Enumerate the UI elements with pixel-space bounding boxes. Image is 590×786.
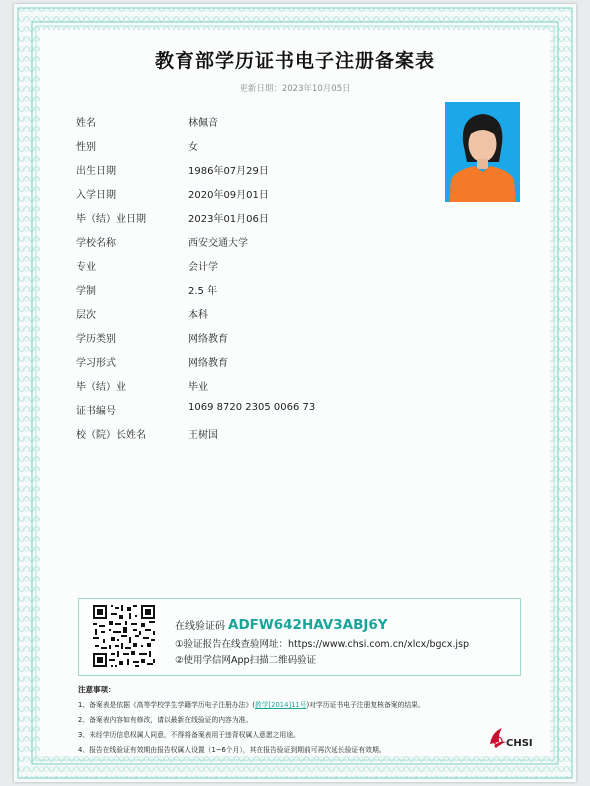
note-4: 4、报告在线验证有效期由报告权属人设置（1~6个月），其在报告验证到期前可再次延长验证有效期。: [78, 746, 386, 754]
update-date: 更新日期：2023年10月05日: [239, 84, 351, 94]
verification-code-label: 在线验证码: [175, 621, 225, 632]
note-2: 2、备案表内容如有修改，请以最新在线验证的内容为准。: [78, 716, 253, 724]
field-value: 本科: [188, 310, 208, 321]
verification-code[interactable]: ADFW642HAV3ABJ6Y: [228, 617, 388, 633]
field-value: 女: [188, 142, 198, 153]
field-value: 毕业: [188, 382, 208, 393]
field-label: 校（院）长姓名: [76, 430, 146, 441]
verification-code-line: [175, 617, 388, 633]
field-value: 1069 8720 2305 0066 73: [188, 402, 316, 413]
document-page: [14, 4, 576, 782]
field-value: 2020年09月01日: [188, 190, 269, 201]
field-label: 学习形式: [76, 358, 116, 369]
field-label: 学校名称: [76, 238, 116, 249]
field-label: 性别: [76, 142, 96, 153]
field-value: 王树国: [188, 430, 218, 441]
field-label: 入学日期: [76, 190, 116, 201]
field-label: 姓名: [76, 118, 96, 129]
verification-box: [78, 598, 521, 676]
field-value: 2023年01月06日: [188, 214, 269, 225]
field-label: 出生日期: [76, 166, 116, 177]
note-3: 3、未经学历信息权属人同意，不得将备案表用于违背权属人意愿之用途。: [78, 731, 300, 739]
page-title: 教育部学历证书电子注册备案表: [154, 50, 435, 72]
field-value: 西安交通大学: [188, 238, 248, 249]
qr-code[interactable]: [91, 603, 157, 669]
chsi-logo-text: CHSI: [506, 738, 533, 749]
field-value: 会计学: [188, 262, 218, 273]
notes-title: 注意事项：: [78, 685, 116, 694]
field-label: 学历类别: [76, 334, 116, 345]
verification-app-line: ②使用学信网App扫描二维码验证: [175, 655, 317, 666]
field-label: 毕（结）业: [76, 382, 126, 393]
field-label: 专业: [76, 262, 96, 273]
verification-url-line[interactable]: ①验证报告在线查验网址：https://www.chsi.com.cn/xlcx/bgcx.jsp: [175, 639, 469, 650]
field-value: 网络教育: [188, 358, 228, 369]
field-label: 层次: [76, 310, 96, 321]
portrait-image: [445, 102, 520, 202]
field-value: 2.5 年: [188, 286, 218, 297]
field-value: 林佩音: [188, 118, 218, 129]
note-1-text: 1、备案表是依据《高等学校学生学籍学历电子注册办法》(: [78, 701, 255, 709]
field-value: 1986年07月29日: [188, 166, 269, 177]
field-label: 证书编号: [76, 406, 116, 417]
id-photo: [445, 102, 520, 202]
field-label: 毕（结）业日期: [76, 214, 146, 225]
note-1-reference-link[interactable]: 教学[2014]11号: [254, 701, 307, 709]
note-1-text-end: )对学历证书电子注册复核备案的结果。: [306, 701, 425, 709]
field-value: 网络教育: [188, 334, 228, 345]
field-label: 学制: [76, 286, 96, 297]
note-1: [78, 699, 425, 709]
